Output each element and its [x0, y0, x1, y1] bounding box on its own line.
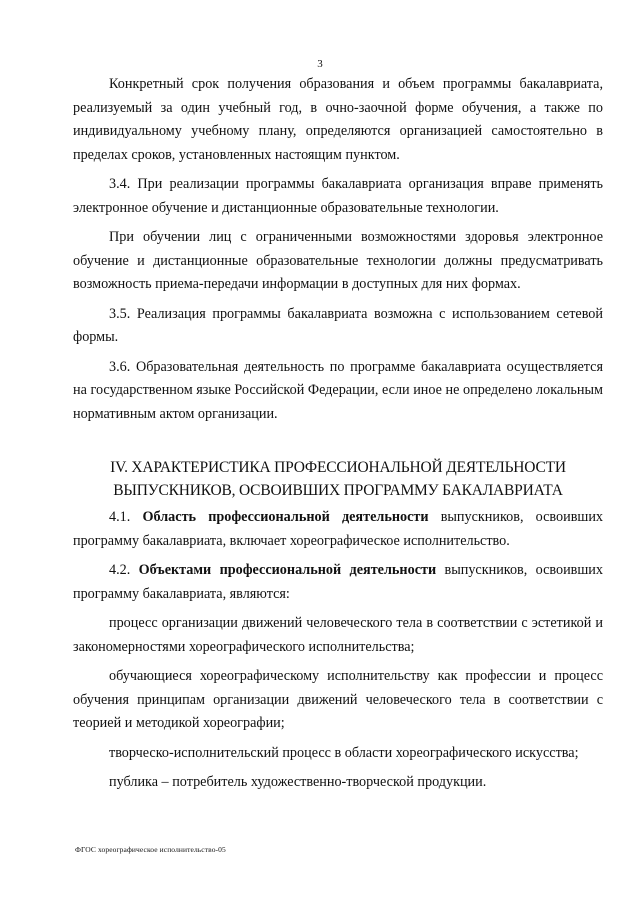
item-number-4-1: 4.1.	[109, 509, 143, 525]
item-text-4-1: выпускников, освоивших программу бакалавриата, включает хореографическое исполнительство.	[73, 509, 603, 549]
list-item-body-movement: процесс организации движений человеческого тела в соответствии с эстетикой и закономерностями хореографического исполнительства;	[73, 615, 603, 655]
term-professional-field: Область профессиональной деятельности	[142, 509, 429, 525]
section-heading-line-2: ВЫПУСКНИКОВ, ОСВОИВШИХ ПРОГРАММУ БАКАЛАВРИАТА	[113, 482, 563, 499]
page-number: 3	[317, 58, 323, 70]
paragraph-4-2	[73, 559, 603, 606]
document-footer: ФГОС хореографическое исполнительство-05	[75, 845, 226, 854]
list-item-audience: публика – потребитель художественно-творческой продукции.	[109, 774, 487, 790]
list-item-learners: обучающиеся хореографическому исполнительству как профессии и процесс обучения принципам организации движений человеческого тела в соответствии с теорией и методикой хореографии;	[73, 668, 603, 731]
section-heading	[73, 456, 603, 502]
paragraph-3-6: 3.6. Образовательная деятельность по программе бакалавриата осуществляется на государственном языке Российской Федерации, если иное не определено локальным нормативным актом организации.	[73, 358, 603, 422]
item-number-4-2: 4.2.	[109, 562, 139, 578]
paragraph-3-5: 3.5. Реализация программы бакалавриата возможна с использованием сетевой формы.	[73, 305, 603, 345]
paragraph-3-4: 3.4. При реализации программы бакалавриата организация вправе применять электронное обучение и дистанционные образовательные технологии.	[73, 176, 603, 216]
term-professional-objects: Объектами профессиональной деятельности	[138, 562, 437, 578]
section-heading-line-1: IV. ХАРАКТЕРИСТИКА ПРОФЕССИОНАЛЬНОЙ ДЕЯТЕЛЬНОСТИ	[110, 459, 566, 476]
list-item-creative-process: творческо-исполнительский процесс в области хореографического искусства;	[109, 744, 579, 761]
paragraph-4-1	[73, 506, 603, 553]
item-text-4-2: выпускников, освоивших программу бакалавриата, являются:	[73, 562, 603, 602]
document-body	[73, 73, 603, 801]
paragraph-study-terms: Конкретный срок получения образования и объем программы бакалавриата, реализуемый за один учебный год, в очно-заочной форме обучения, а также по индивидуальному учебному плану, определяются организацией самостоятельно в пределах сроков, установленных настоящим пунктом.	[73, 76, 603, 163]
paragraph-disabilities: При обучении лиц с ограниченными возможностями здоровья электронное обучение и дистанционные образовательные технологии должны предусматривать возможность приема-передачи информации в доступных для них формах.	[73, 229, 603, 292]
